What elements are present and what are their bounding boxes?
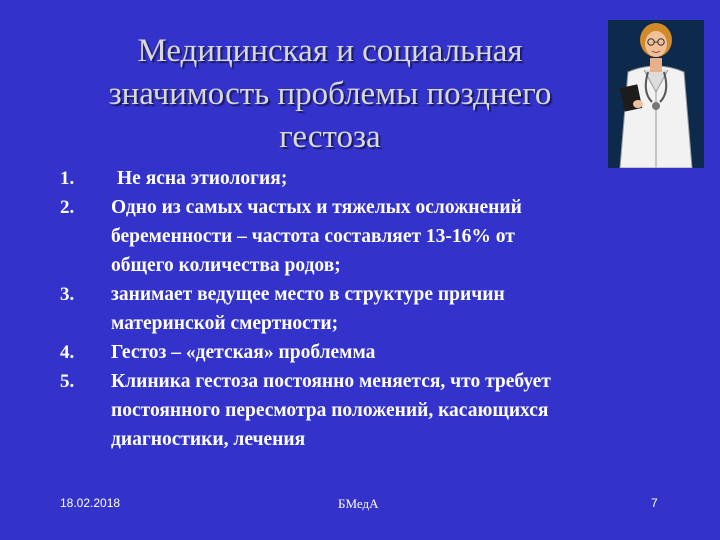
list-text xyxy=(111,280,670,338)
list-text-line: материнской смертности; xyxy=(111,313,339,334)
footer-date: 18.02.2018 xyxy=(60,496,121,510)
list-number: 1. xyxy=(60,168,75,189)
list-text xyxy=(111,338,670,367)
doctor-icon xyxy=(608,20,704,168)
list-text xyxy=(111,164,670,193)
list-text-line: Клиника гестоза постоянно меняется, что требует xyxy=(111,371,551,392)
list-number: 5. xyxy=(60,371,75,392)
list-text xyxy=(111,367,670,454)
list-text-line: постоянного пересмотра положений, касающихся xyxy=(111,400,549,421)
list-item xyxy=(60,164,670,193)
list-text-line: Гестоз – «детская» проблемма xyxy=(111,342,376,363)
title-line: Медицинская и социальная xyxy=(137,33,523,69)
title-line: значимость проблемы позднего xyxy=(108,76,552,112)
list-text xyxy=(111,193,670,280)
list-item xyxy=(60,193,670,280)
list-text-line: беременности – частота составляет 13-16% от xyxy=(111,226,515,247)
list-item xyxy=(60,367,670,454)
list-text-line: общего количества родов; xyxy=(111,255,341,276)
title-line: гестоза xyxy=(279,119,381,155)
slide-title xyxy=(40,30,620,159)
list-text-line: занимает ведущее место в структуре причин xyxy=(111,284,505,305)
bullet-list xyxy=(60,164,670,454)
footer-center-text: БМедА xyxy=(338,496,379,511)
list-item xyxy=(60,280,670,338)
page-number: 7 xyxy=(651,496,658,510)
list-number: 2. xyxy=(60,197,75,218)
list-text-line: Одно из самых частых и тяжелых осложнений xyxy=(111,197,522,218)
list-number: 4. xyxy=(60,342,75,363)
list-number: 3. xyxy=(60,284,75,305)
list-item xyxy=(60,338,670,367)
list-text-line: Не ясна этиология; xyxy=(117,168,288,189)
list-text-line: диагностики, лечения xyxy=(111,429,306,450)
